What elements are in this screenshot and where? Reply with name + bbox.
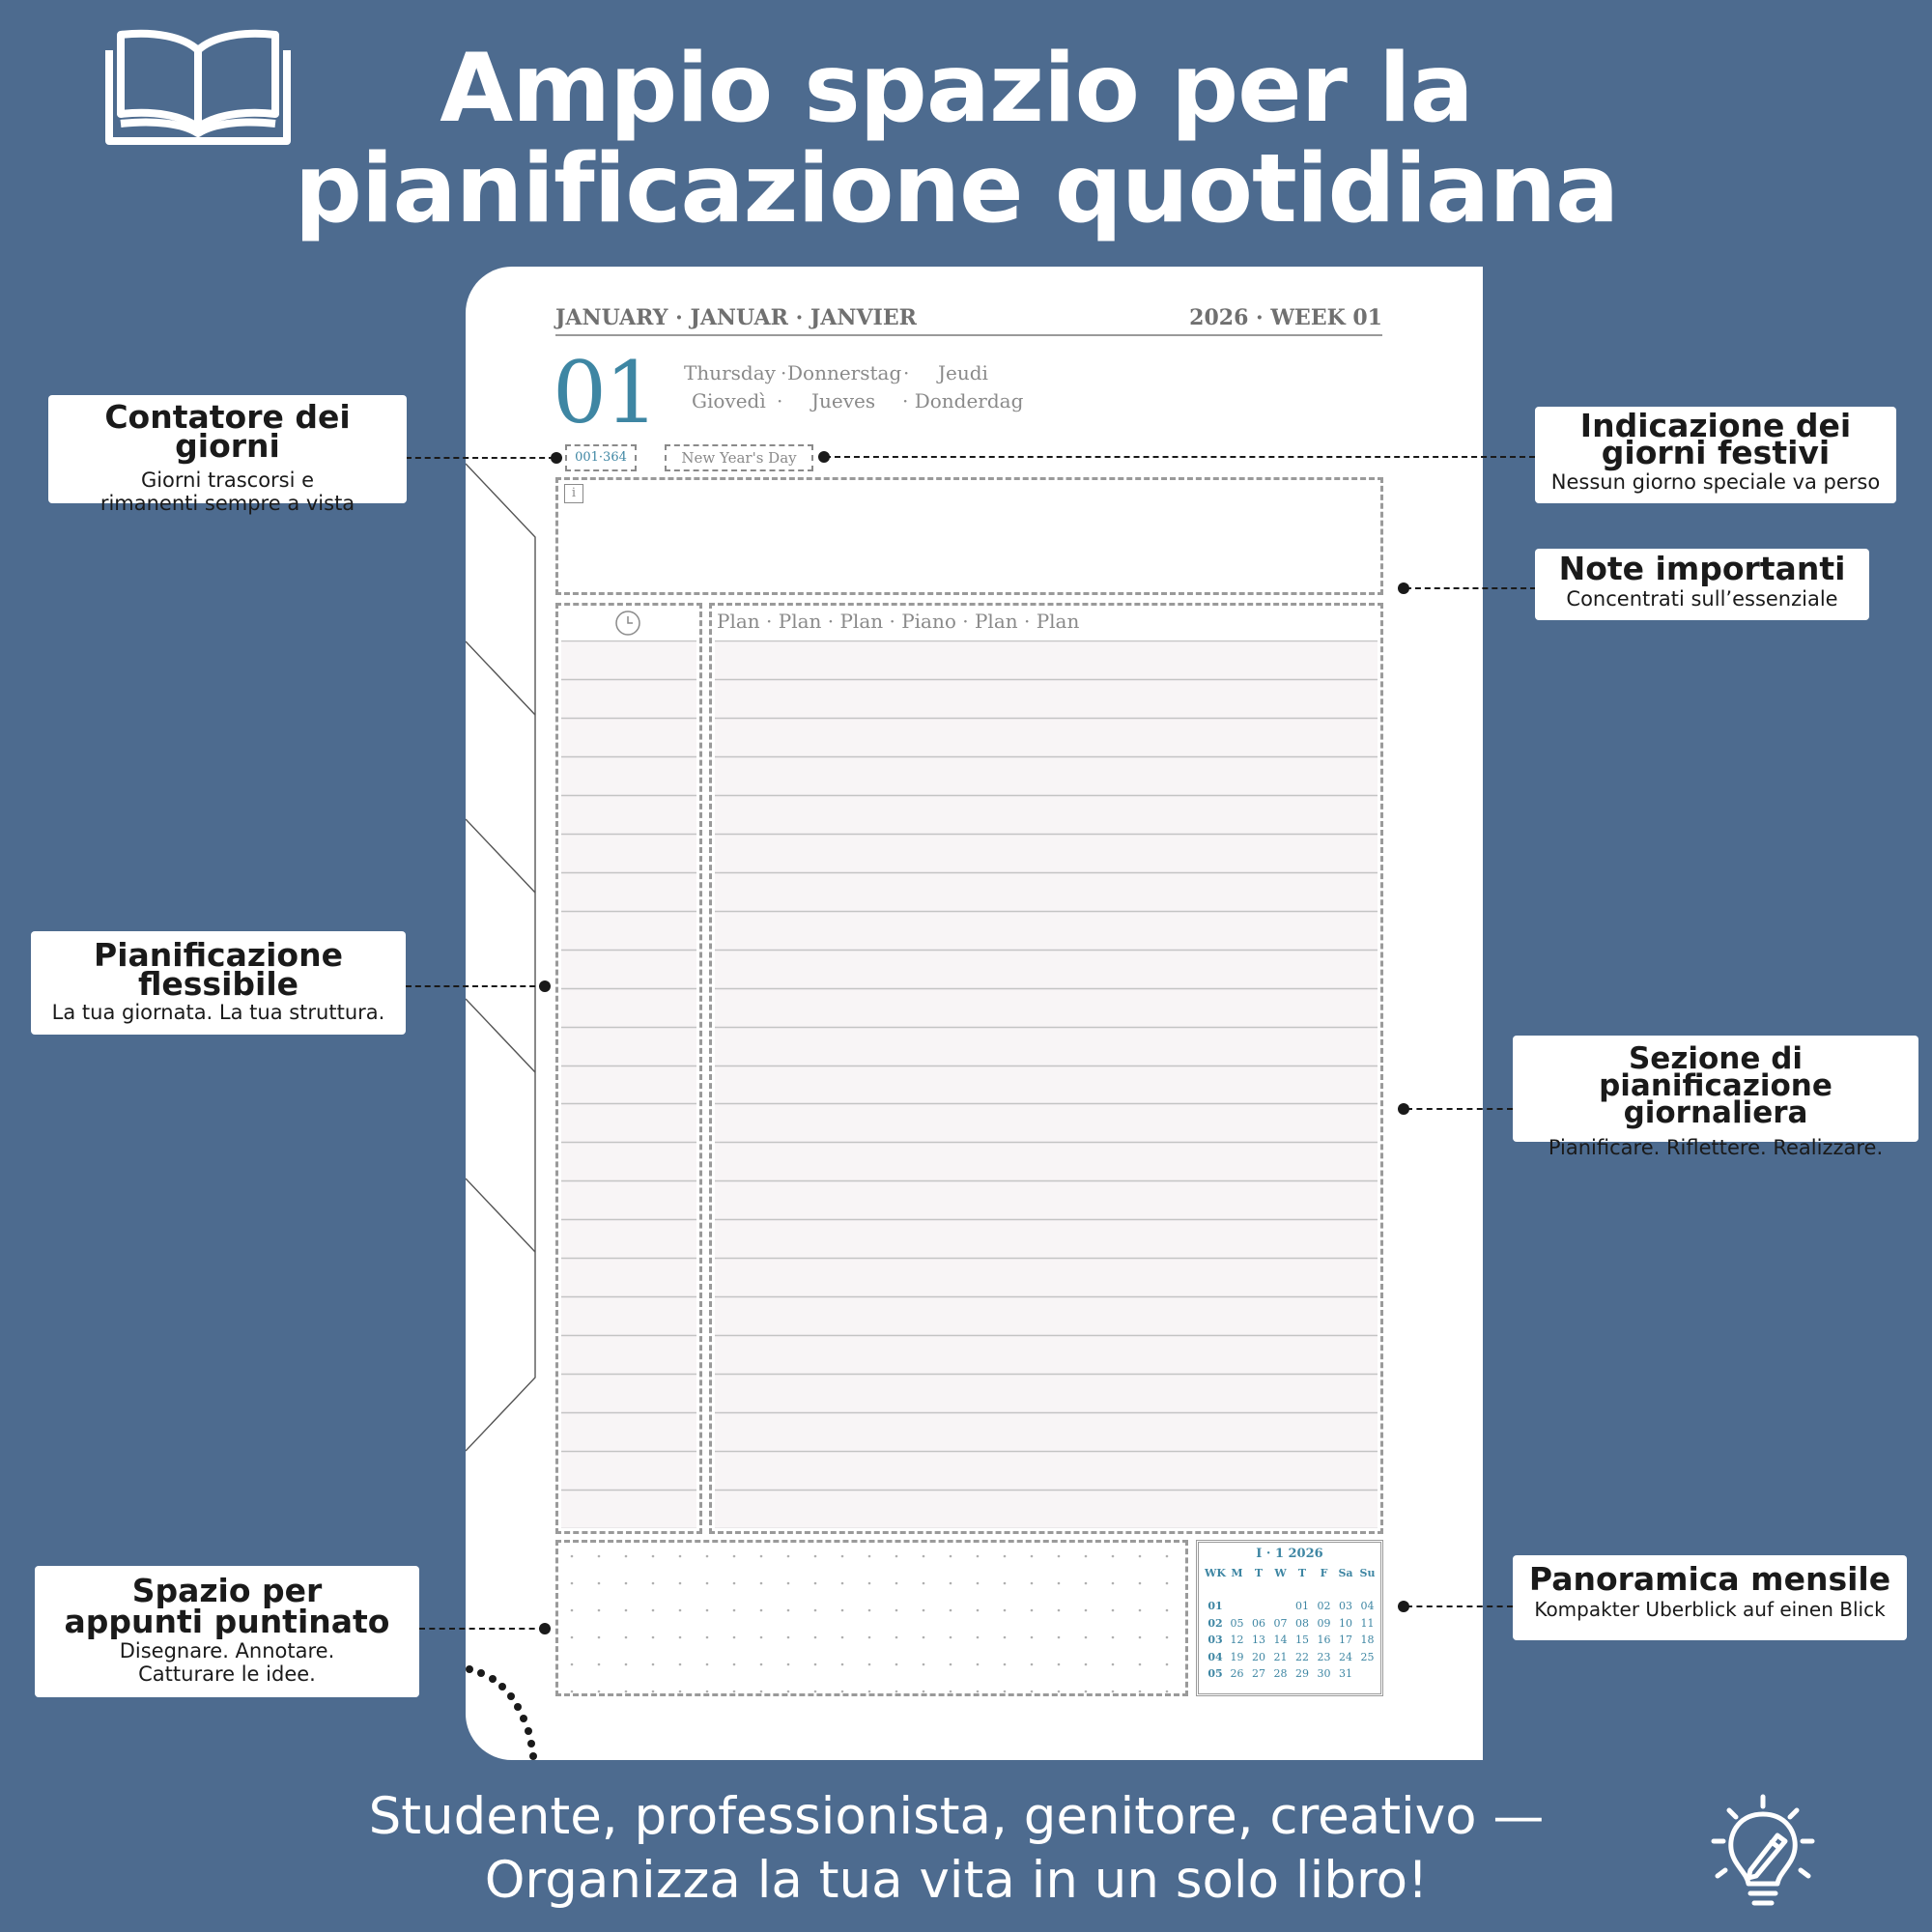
grid-dot (814, 1582, 817, 1585)
grid-dot (814, 1663, 817, 1666)
grid-dot (733, 1582, 736, 1585)
grid-dot (706, 1582, 709, 1585)
mini-calendar-day: 23 (1317, 1650, 1331, 1663)
grid-dot (706, 1636, 709, 1639)
grid-dot (923, 1690, 925, 1693)
grid-dot (1112, 1555, 1115, 1558)
grid-dot (733, 1663, 736, 1666)
grid-dot (625, 1663, 628, 1666)
grid-dot (1058, 1555, 1061, 1558)
day-name-es: Jueves (811, 389, 876, 412)
grid-dot (1085, 1663, 1088, 1666)
mini-calendar-day: 09 (1317, 1616, 1331, 1630)
info-icon: i (564, 484, 583, 503)
connector-monthly (1406, 1605, 1513, 1607)
grid-dot (1058, 1636, 1061, 1639)
grid-dot (1004, 1609, 1007, 1612)
grid-dot (814, 1636, 817, 1639)
grid-dot (679, 1555, 682, 1558)
grid-dot (977, 1690, 980, 1693)
grid-dot (598, 1636, 601, 1639)
grid-dot (760, 1663, 763, 1666)
day-name-it: Giovedì (692, 389, 766, 412)
mini-calendar-day: 12 (1230, 1634, 1244, 1646)
day-counter: 001·364 (565, 444, 637, 471)
grid-dot (787, 1582, 790, 1585)
callout-daily-subtitle: Pianificare. Riflettere. Realizzare. (1548, 1136, 1884, 1159)
grid-dot (1139, 1690, 1142, 1693)
day-name-sep-1: · (781, 361, 787, 384)
time-rule-background (561, 640, 696, 1528)
mini-calendar-weekday: Sa (1338, 1567, 1353, 1579)
plan-header: Plan · Plan · Plan · Piano · Plan · Plan (717, 610, 1080, 633)
page-tab-edges (466, 267, 543, 1760)
grid-dot (1085, 1555, 1088, 1558)
grid-dot (895, 1690, 898, 1693)
grid-dot (1139, 1582, 1142, 1585)
grid-dot (1166, 1609, 1169, 1612)
mini-calendar-week-row (1205, 1599, 1378, 1614)
day-name-fr: Jeudi (938, 361, 988, 384)
grid-dot (652, 1690, 655, 1693)
grid-dot (571, 1555, 574, 1558)
callout-notes-subtitle: Concentrati sull’essenziale (1566, 587, 1838, 611)
grid-dot (977, 1555, 980, 1558)
callout-daily-title-1: Sezione di pianificazione (1599, 1041, 1833, 1103)
grid-dot (1139, 1555, 1142, 1558)
grid-dot (679, 1582, 682, 1585)
grid-dot (1139, 1663, 1142, 1666)
grid-dot (868, 1582, 871, 1585)
grid-dot (652, 1609, 655, 1612)
grid-dot (1085, 1582, 1088, 1585)
callout-day-counter-subtitle-2: rimanenti sempre a vista (99, 492, 355, 515)
grid-dot (923, 1609, 925, 1612)
day-name-en: Thursday (684, 361, 776, 384)
grid-dot (950, 1609, 952, 1612)
callout-day-counter-title: Contatore dei giorni (104, 398, 351, 465)
mini-calendar-day: 31 (1339, 1667, 1352, 1680)
headline (242, 34, 1671, 244)
grid-dot (652, 1555, 655, 1558)
mini-calendar-day: 25 (1360, 1650, 1375, 1663)
grid-dot (1166, 1690, 1169, 1693)
planner-header (555, 305, 1382, 336)
headline-line-1: Ampio spazio per la (440, 34, 1473, 144)
grid-dot (841, 1636, 844, 1639)
mini-calendar-weekday: W (1274, 1567, 1287, 1579)
footer-tagline (242, 1785, 1671, 1913)
grid-dot (1139, 1636, 1142, 1639)
callout-holidays-title-1: Indicazione dei (1579, 407, 1852, 444)
mini-calendar-day: 04 (1360, 1600, 1375, 1612)
grid-dot (977, 1663, 980, 1666)
grid-dot (841, 1690, 844, 1693)
grid-dot (679, 1636, 682, 1639)
mini-calendar-day: 18 (1360, 1634, 1375, 1646)
grid-dot (706, 1555, 709, 1558)
grid-dot (1031, 1663, 1034, 1666)
mini-calendar-day: 21 (1273, 1650, 1288, 1663)
callout-flexible-title-1: Pianificazione (94, 936, 343, 974)
grid-dot (895, 1582, 898, 1585)
grid-dot (571, 1690, 574, 1693)
grid-dot (1166, 1663, 1169, 1666)
grid-dot (1058, 1690, 1061, 1693)
grid-dot (814, 1555, 817, 1558)
year-week-label: 2026 · WEEK 01 (1189, 305, 1382, 330)
grid-dot (733, 1690, 736, 1693)
grid-dot (571, 1609, 574, 1612)
grid-dot (841, 1663, 844, 1666)
mini-calendar-day: 30 (1317, 1667, 1331, 1680)
holiday-label: New Year's Day (665, 444, 813, 471)
mini-calendar-week-number: 04 (1208, 1650, 1223, 1663)
callout-notes (1535, 549, 1869, 620)
planner-page (466, 267, 1483, 1760)
mini-calendar-week-number: 01 (1208, 1600, 1223, 1612)
mini-calendar-header-row (1205, 1566, 1378, 1581)
grid-dot (571, 1582, 574, 1585)
grid-dot (1058, 1582, 1061, 1585)
mini-calendar-day: 08 (1295, 1616, 1309, 1630)
grid-dot (895, 1663, 898, 1666)
callout-day-counter-subtitle-1: Giorni trascorsi e (140, 469, 315, 492)
grid-dot (841, 1609, 844, 1612)
mini-calendar-day: 29 (1295, 1667, 1309, 1680)
mini-calendar-day: 14 (1273, 1634, 1288, 1646)
grid-dot (895, 1555, 898, 1558)
grid-dot (679, 1663, 682, 1666)
plan-column[interactable] (709, 603, 1383, 1534)
footer-line-1: Studente, professionista, genitore, creativo — (368, 1787, 1545, 1846)
month-label: JANUARY · JANUAR · JANVIER (555, 305, 917, 330)
grid-dot (1004, 1663, 1007, 1666)
grid-dot (868, 1636, 871, 1639)
grid-dot (652, 1636, 655, 1639)
callout-flexible-subtitle: La tua giornata. La tua struttura. (51, 1001, 385, 1024)
grid-dot (787, 1609, 790, 1612)
grid-dot (814, 1690, 817, 1693)
grid-dot (1166, 1555, 1169, 1558)
grid-dot (1058, 1663, 1061, 1666)
callout-dotted-title-2: appunti puntinato (64, 1603, 390, 1640)
grid-dot (1112, 1663, 1115, 1666)
grid-dot (625, 1555, 628, 1558)
grid-dot (679, 1609, 682, 1612)
grid-dot (923, 1663, 925, 1666)
grid-dot (787, 1636, 790, 1639)
grid-dot (1031, 1555, 1034, 1558)
grid-dot (652, 1663, 655, 1666)
grid-dot (895, 1609, 898, 1612)
callout-holidays (1535, 407, 1896, 503)
mini-calendar-day: 15 (1295, 1634, 1309, 1646)
grid-dot (950, 1636, 952, 1639)
callout-dotted-title-1: Spazio per (131, 1572, 323, 1609)
grid-dot (1166, 1636, 1169, 1639)
grid-dot (652, 1582, 655, 1585)
notes-box[interactable] (555, 477, 1383, 595)
mini-calendar-week-number: 03 (1208, 1634, 1223, 1646)
grid-dot (1166, 1582, 1169, 1585)
day-number: 01 (553, 343, 657, 442)
grid-dot (787, 1663, 790, 1666)
connector-dot-dotted (539, 1623, 551, 1634)
grid-dot (598, 1690, 601, 1693)
grid-dot (571, 1636, 574, 1639)
grid-dot (598, 1555, 601, 1558)
mini-calendar-day: 22 (1295, 1650, 1309, 1663)
headline-line-2: pianificazione quotidiana (294, 134, 1619, 244)
mini-calendar-day: 26 (1230, 1667, 1244, 1680)
grid-dot (598, 1663, 601, 1666)
grid-dot (1031, 1582, 1034, 1585)
mini-calendar-day: 17 (1339, 1634, 1352, 1646)
grid-dot (950, 1690, 952, 1693)
grid-dot (868, 1663, 871, 1666)
mini-calendar-week-row (1205, 1616, 1378, 1632)
callout-flexible (31, 931, 406, 1035)
mini-calendar-weekday: T (1254, 1567, 1264, 1579)
grid-dot (977, 1582, 980, 1585)
callout-flexible-title-2: flessibile (137, 965, 299, 1003)
grid-dot (733, 1609, 736, 1612)
grid-dot (814, 1609, 817, 1612)
grid-dot (760, 1609, 763, 1612)
callout-day-counter (48, 395, 407, 515)
grid-dot (1004, 1636, 1007, 1639)
grid-dot (950, 1582, 952, 1585)
connector-notes (1406, 587, 1536, 589)
dot-grid (558, 1543, 1185, 1693)
mini-calendar-day: 05 (1230, 1616, 1244, 1630)
grid-dot (1085, 1636, 1088, 1639)
grid-dot (923, 1636, 925, 1639)
grid-dot (625, 1609, 628, 1612)
callout-dotted-subtitle-1: Disegnare. Annotare. (119, 1639, 335, 1662)
grid-dot (706, 1690, 709, 1693)
connector-dot-monthly (1398, 1601, 1409, 1612)
grid-dot (1031, 1636, 1034, 1639)
footer-line-2: Organizza la tua vita in un solo libro! (484, 1851, 1429, 1910)
mini-calendar-day: 03 (1339, 1600, 1352, 1612)
callout-holidays-subtitle: Nessun giorno speciale va perso (1550, 470, 1881, 494)
grid-dot (1031, 1609, 1034, 1612)
callout-daily-title-2: giornaliera (1623, 1095, 1808, 1130)
grid-dot (1112, 1636, 1115, 1639)
grid-dot (625, 1582, 628, 1585)
mini-calendar-day: 27 (1252, 1667, 1265, 1680)
grid-dot (733, 1555, 736, 1558)
grid-dot (950, 1663, 952, 1666)
grid-dot (895, 1636, 898, 1639)
connector-dot-daily (1398, 1103, 1409, 1115)
mini-calendar-day: 13 (1252, 1634, 1265, 1646)
connector-day-counter (406, 457, 554, 459)
connector-flexible (406, 985, 545, 987)
plan-rule-background (715, 640, 1378, 1528)
mini-calendar-day: 06 (1252, 1616, 1265, 1630)
mini-calendar-day: 28 (1273, 1667, 1288, 1680)
grid-dot (1112, 1690, 1115, 1693)
mini-calendar-title: I · 1 2026 (1256, 1547, 1323, 1561)
connector-dot-flexible (539, 980, 551, 992)
mini-calendar-day: 02 (1317, 1600, 1331, 1612)
mini-calendar (1196, 1540, 1383, 1696)
mini-calendar-weekday: T (1297, 1567, 1307, 1579)
grid-dot (625, 1690, 628, 1693)
callout-holidays-title-2: giorni festivi (1601, 434, 1831, 471)
mini-calendar-day: 20 (1252, 1650, 1265, 1663)
mini-calendar-day: 10 (1339, 1616, 1352, 1630)
day-name-sep-3: · (777, 389, 783, 412)
grid-dot (733, 1636, 736, 1639)
day-name-nl: · Donderdag (902, 389, 1024, 412)
mini-calendar-day: 07 (1273, 1616, 1288, 1630)
grid-dot (706, 1609, 709, 1612)
mini-calendar-week-number: 02 (1208, 1616, 1223, 1630)
callout-monthly-title: Panoramica mensile (1528, 1560, 1891, 1598)
mini-calendar-week-row (1205, 1666, 1378, 1682)
mini-calendar-day: 24 (1339, 1650, 1352, 1663)
plan-lines (715, 640, 1378, 1528)
mini-calendar-day: 16 (1317, 1634, 1331, 1646)
mini-calendar-week-row (1205, 1650, 1378, 1665)
grid-dot (868, 1555, 871, 1558)
mini-calendar-week-row (1205, 1633, 1378, 1648)
grid-dot (841, 1582, 844, 1585)
mini-calendar-weekday: Su (1359, 1567, 1376, 1579)
grid-dot (760, 1555, 763, 1558)
connector-dotted (419, 1628, 545, 1630)
callout-daily (1513, 1036, 1918, 1159)
mini-calendar-day: 11 (1360, 1616, 1375, 1630)
grid-dot (760, 1690, 763, 1693)
grid-dot (1004, 1582, 1007, 1585)
grid-dot (923, 1582, 925, 1585)
connector-dot-notes (1398, 582, 1409, 594)
grid-dot (977, 1609, 980, 1612)
grid-dot (841, 1555, 844, 1558)
mini-calendar-weekday: F (1320, 1567, 1328, 1579)
grid-dot (1031, 1690, 1034, 1693)
callout-dotted-subtitle-2: Catturare le idee. (138, 1662, 316, 1686)
grid-dot (679, 1690, 682, 1693)
connector-dot-holidays (818, 451, 830, 463)
callout-notes-title: Note importanti (1558, 550, 1846, 587)
grid-dot (1058, 1609, 1061, 1612)
grid-dot (1139, 1609, 1142, 1612)
grid-dot (760, 1636, 763, 1639)
grid-dot (706, 1663, 709, 1666)
dotted-notes-area[interactable] (555, 1540, 1188, 1696)
grid-dot (625, 1636, 628, 1639)
day-name-sep-2: · (903, 361, 910, 384)
grid-dot (598, 1609, 601, 1612)
mini-calendar-day: 01 (1295, 1600, 1309, 1612)
grid-dot (868, 1609, 871, 1612)
lightbulb-pencil-icon (1700, 1793, 1826, 1909)
grid-dot (787, 1690, 790, 1693)
mini-calendar-day: 19 (1230, 1650, 1244, 1663)
callout-dotted (35, 1566, 419, 1697)
grid-dot (977, 1636, 980, 1639)
clock-icon (613, 609, 642, 638)
grid-dot (598, 1582, 601, 1585)
mini-calendar-weekday: WK (1205, 1567, 1226, 1579)
mini-calendar-week-number: 05 (1208, 1667, 1223, 1680)
grid-dot (1085, 1690, 1088, 1693)
grid-dot (1085, 1609, 1088, 1612)
time-column[interactable] (555, 603, 702, 1534)
grid-dot (571, 1663, 574, 1666)
time-lines (561, 640, 696, 1528)
connector-holidays (825, 456, 1535, 458)
grid-dot (1112, 1582, 1115, 1585)
grid-dot (1004, 1690, 1007, 1693)
callout-monthly (1513, 1555, 1907, 1640)
callout-monthly-subtitle: Kompakter Uberblick auf einen Blick (1534, 1598, 1886, 1621)
grid-dot (1004, 1555, 1007, 1558)
grid-dot (760, 1582, 763, 1585)
grid-dot (950, 1555, 952, 1558)
day-name-de: Donnerstag (787, 361, 902, 384)
connector-daily (1406, 1108, 1513, 1110)
grid-dot (787, 1555, 790, 1558)
connector-dot-day-counter (551, 452, 562, 464)
grid-dot (923, 1555, 925, 1558)
grid-dot (1112, 1609, 1115, 1612)
mini-calendar-weekday: M (1231, 1567, 1243, 1579)
grid-dot (868, 1690, 871, 1693)
